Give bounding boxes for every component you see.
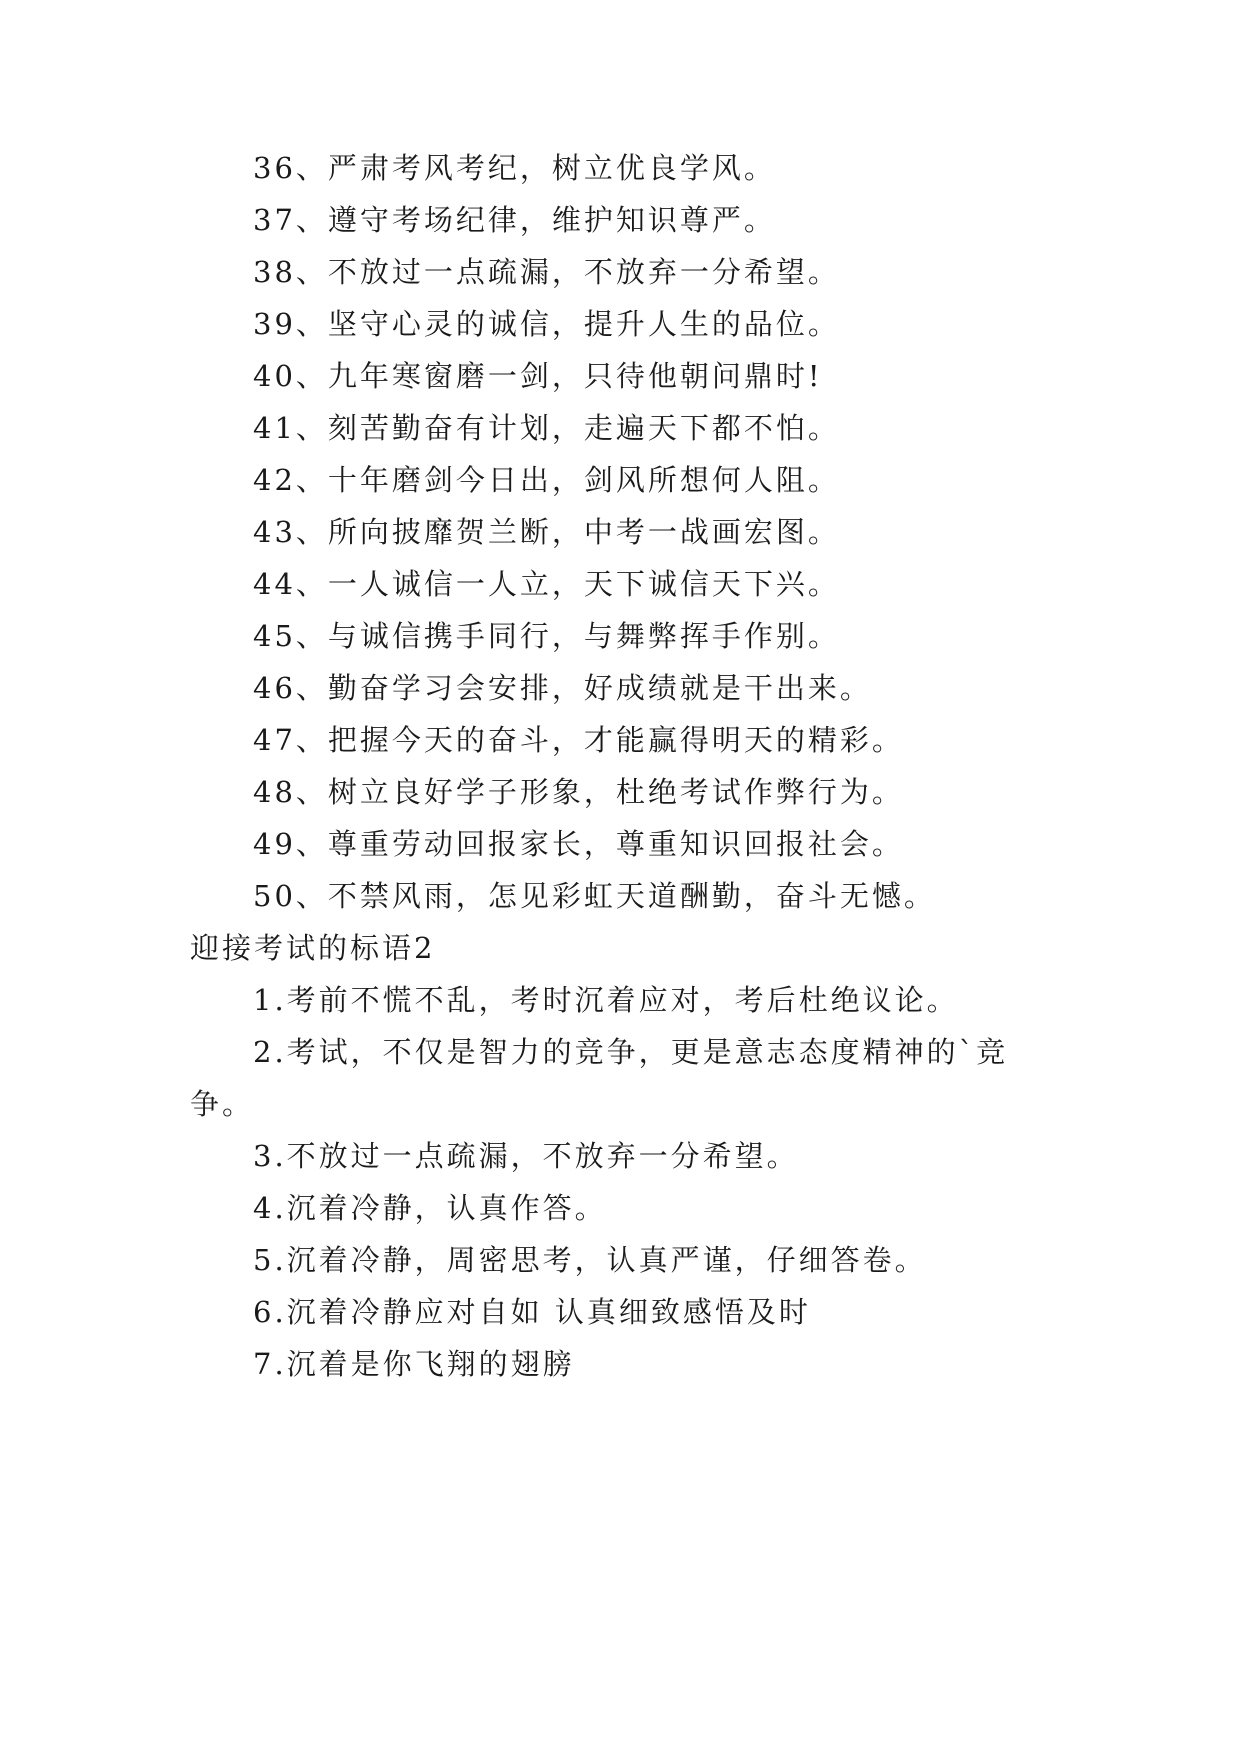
slogan-37: 37、遵守考场纪律，维护知识尊严。: [253, 203, 776, 237]
slogan-36: 36、严肃考风考纪，树立优良学风。: [253, 151, 776, 185]
slogan-2-1: 1.考前不慌不乱，考时沉着应对，考后杜绝议论。: [253, 983, 959, 1017]
slogan-2-2-line2: 争。: [190, 1087, 255, 1121]
slogan-47: 47、把握今天的奋斗，才能赢得明天的精彩。: [253, 723, 904, 757]
slogan-39: 39、坚守心灵的诚信，提升人生的品位。: [253, 307, 840, 341]
slogan-44: 44、一人诚信一人立，天下诚信天下兴。: [253, 567, 840, 601]
slogan-45: 45、与诚信携手同行，与舞弊挥手作别。: [253, 619, 840, 653]
slogan-40: 40、九年寒窗磨一剑，只待他朝问鼎时!: [253, 359, 823, 393]
slogan-38: 38、不放过一点疏漏，不放弃一分希望。: [253, 255, 840, 289]
section-heading: 迎接考试的标语2: [190, 931, 436, 965]
slogan-2-2-line1: 2.考试，不仅是智力的竞争，更是意志态度精神的`竞: [253, 1035, 1009, 1069]
slogan-2-5: 5.沉着冷静，周密思考，认真严谨，仔细答卷。: [253, 1243, 927, 1277]
slogan-49: 49、尊重劳动回报家长，尊重知识回报社会。: [253, 827, 904, 861]
slogan-2-6: 6.沉着冷静应对自如 认真细致感悟及时: [253, 1295, 811, 1329]
slogan-41: 41、刻苦勤奋有计划，走遍天下都不怕。: [253, 411, 840, 445]
slogan-50: 50、不禁风雨，怎见彩虹天道酬勤，奋斗无憾。: [253, 879, 936, 913]
slogan-2-7: 7.沉着是你飞翔的翅膀: [253, 1347, 575, 1381]
slogan-2-3: 3.不放过一点疏漏，不放弃一分希望。: [253, 1139, 799, 1173]
slogan-43: 43、所向披靡贺兰断，中考一战画宏图。: [253, 515, 840, 549]
slogan-42: 42、十年磨剑今日出，剑风所想何人阻。: [253, 463, 840, 497]
slogan-46: 46、勤奋学习会安排，好成绩就是干出来。: [253, 671, 872, 705]
slogan-2-4: 4.沉着冷静，认真作答。: [253, 1191, 607, 1225]
slogan-48: 48、树立良好学子形象，杜绝考试作弊行为。: [253, 775, 904, 809]
